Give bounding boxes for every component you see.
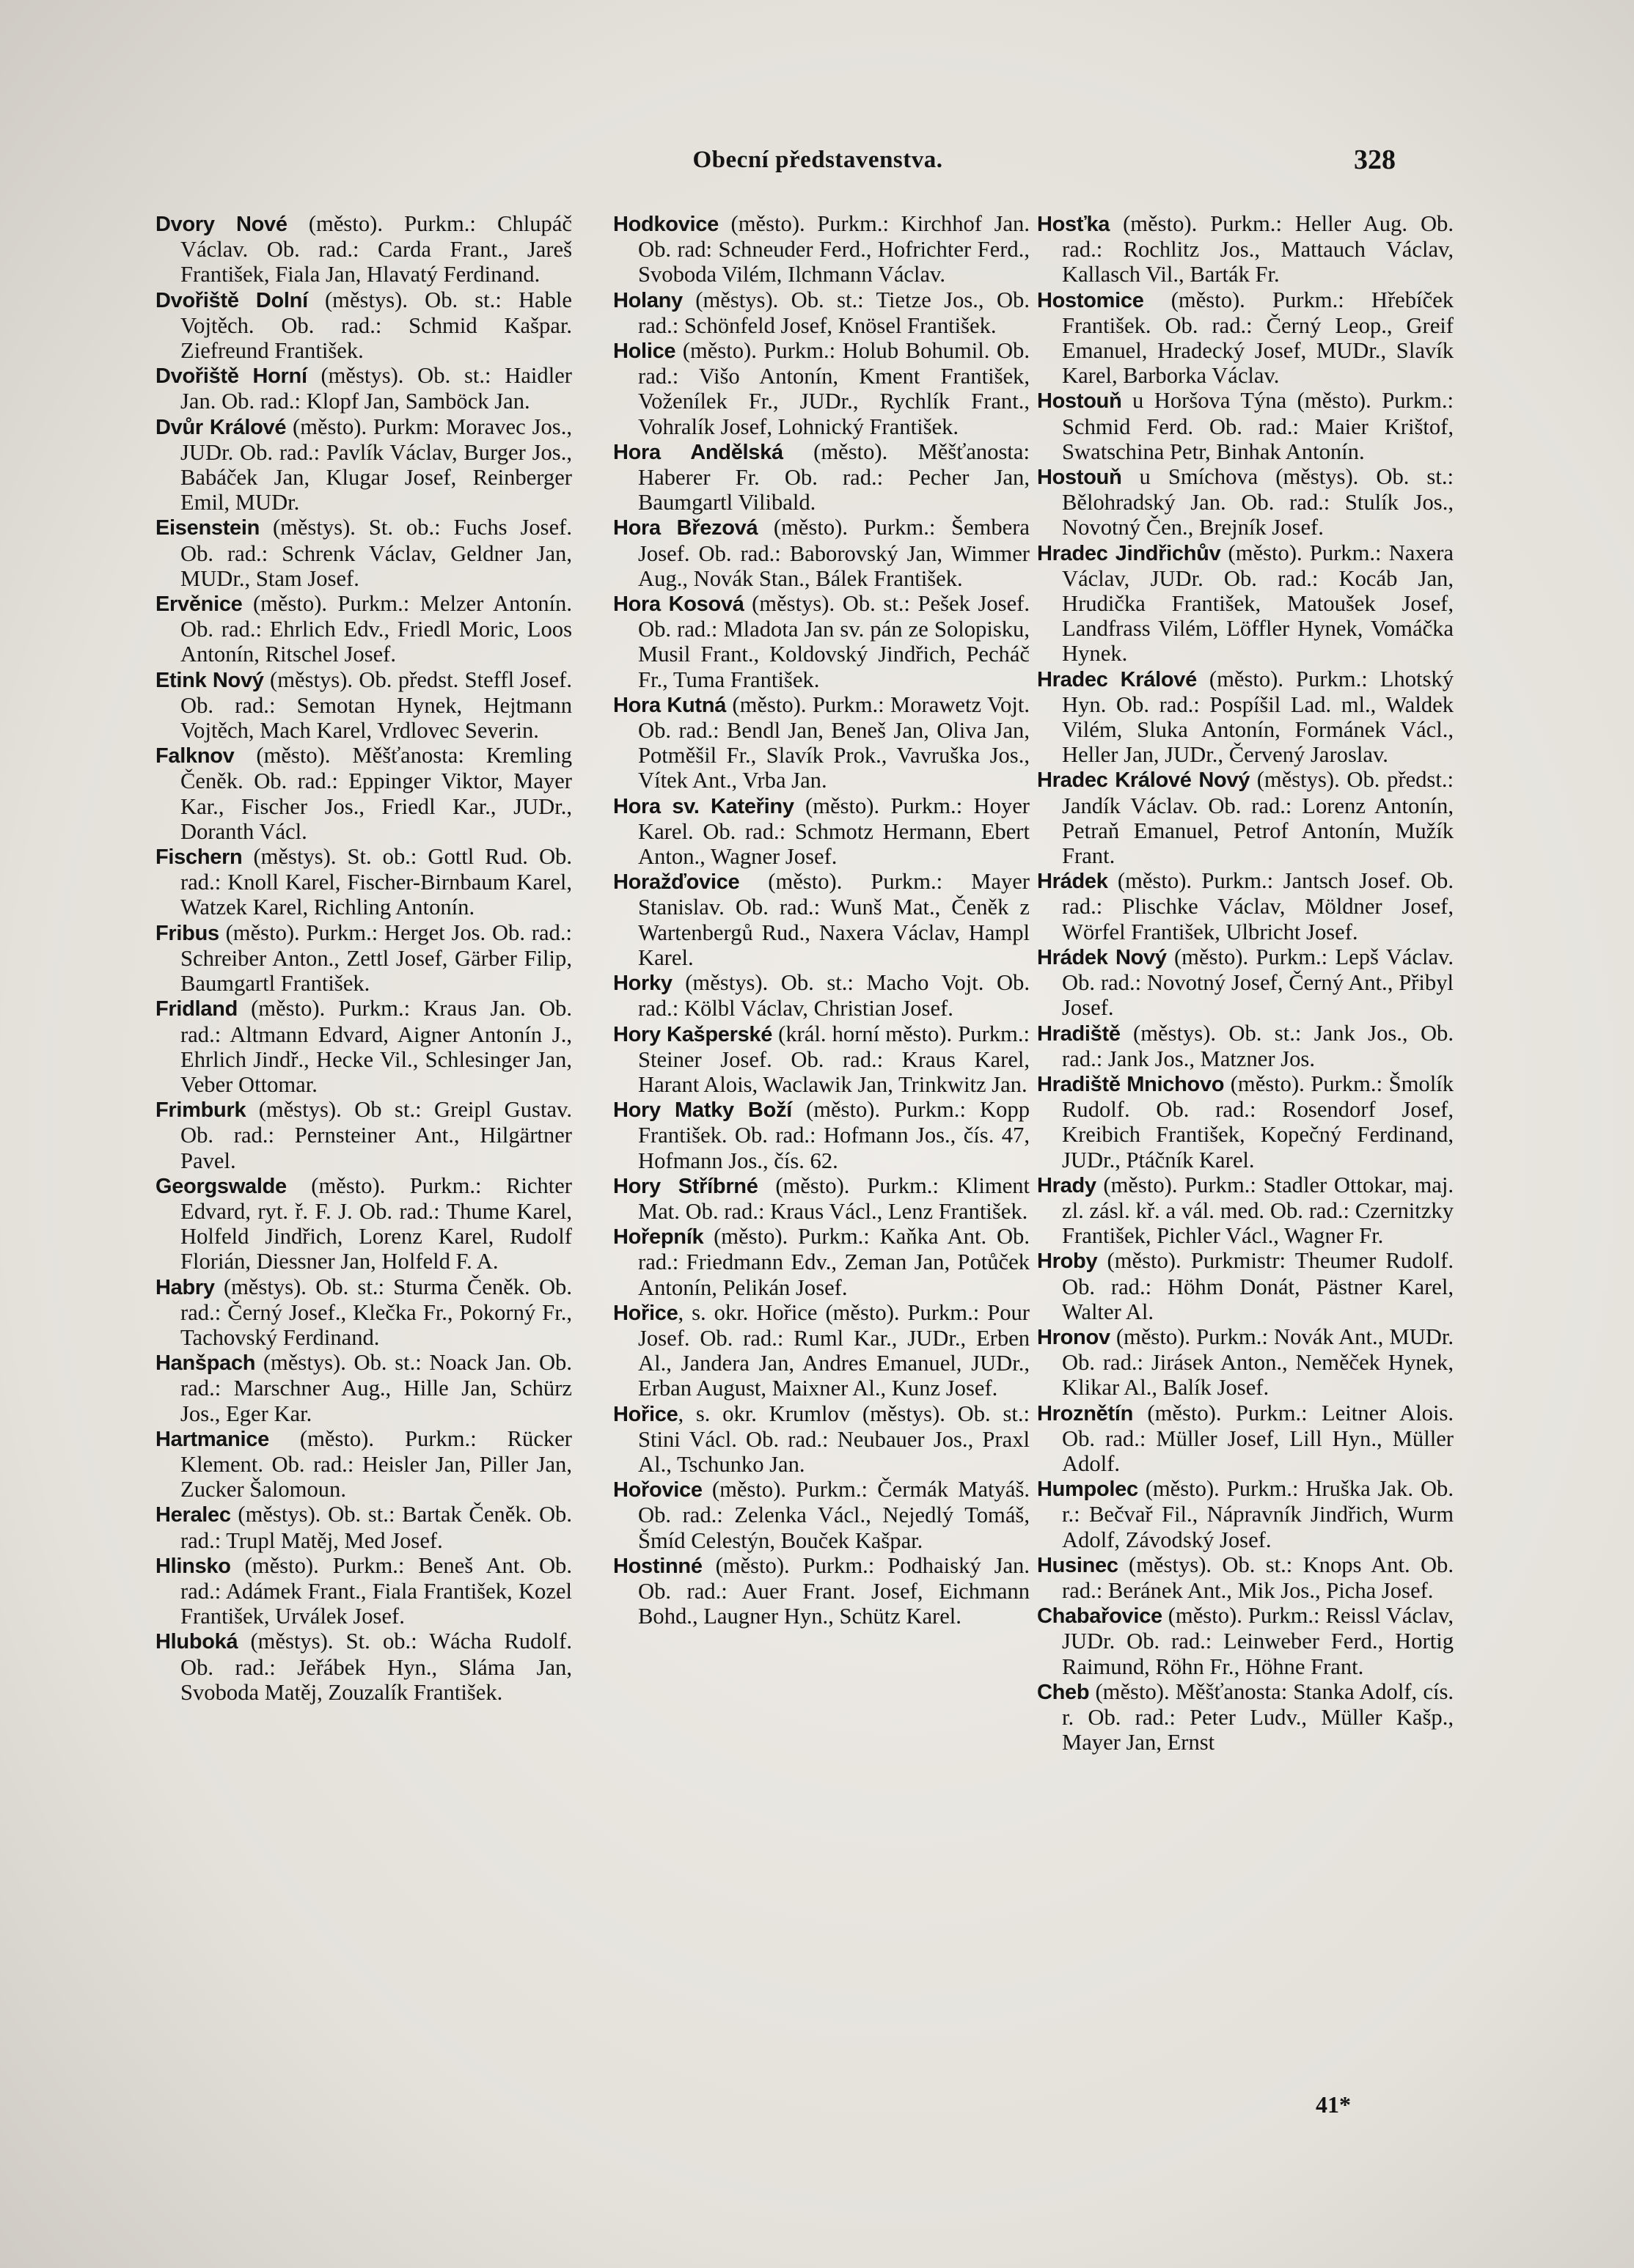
directory-entry	[1037, 211, 1454, 287]
entry-text: (město). Purkm.: Melzer Antonín. Ob. rad.: Ehrlich Edv., Friedl Moric, Loos Antonín, Ritschel Josef.	[180, 591, 572, 667]
directory-entry	[613, 1477, 1030, 1553]
place-name: Hroznětín	[1037, 1401, 1134, 1425]
place-name: Holany	[613, 288, 683, 312]
place-name: Horky	[613, 972, 673, 996]
entry-text: (město). Purkm.: Hruška Jak. Ob. r.: Bečvař Fil., Nápravník Jindřich, Wurm Adolf, Závodský Josef.	[1062, 1476, 1454, 1552]
place-name: Hodkovice	[613, 213, 719, 236]
directory-entry	[1037, 1248, 1454, 1324]
entry-text: (město). Měšťanosta: Kremling Čeněk. Ob. rad.: Eppinger Viktor, Mayer Kar., Fischer Jos., Friedl Kar., JUDr., Doranth Václ.	[180, 743, 572, 844]
place-name: Hora Andělská	[613, 440, 783, 464]
directory-entry	[155, 920, 572, 997]
place-name: Hostouň	[1037, 466, 1122, 490]
entry-text: (městys). Ob. st.: Haidler Jan. Ob. rad.: Klopf Jan, Samböck Jan.	[180, 363, 572, 414]
entry-text: (král. horní město). Purkm.: Steiner Josef. Ob. rad.: Kraus Karel, Harant Alois, Waclawik Jan, Trinkwitz Jan.	[638, 1021, 1030, 1097]
place-name: Fischern	[155, 845, 243, 870]
entry-text: (město). Purkm.: Stadler Ottokar, maj. zl. zásl. kř. a vál. med. Ob. rad.: Czernitzky František, Pichler Václ., Wagner Fr.	[1062, 1172, 1454, 1249]
place-name: Hluboká	[155, 1630, 238, 1654]
place-name: Holice	[613, 340, 676, 364]
entry-text: (město). Purkm.: Šmolík Rudolf. Ob. rad.: Rosendorf Josef, Kreibich František, Kopečný Ferdinand, JUDr., Ptáčník Karel.	[1062, 1071, 1454, 1172]
entry-text: (město). Purkm.: Kaňka Ant. Ob. rad.: Friedmann Edv., Zeman Jan, Potůček Antonín, Pelikán Josef.	[638, 1224, 1030, 1300]
entry-text: (městys). St. ob.: Gottl Rud. Ob. rad.: Knoll Karel, Fischer-Birnbaum Karel, Watzek Karel, Richling Antonín.	[180, 844, 572, 920]
entry-text: (město). Purkm.: Hoyer Karel. Ob. rad.: Schmotz Hermann, Ebert Anton., Wagner Josef.	[638, 793, 1030, 870]
place-name: Dvořiště Horní	[155, 364, 307, 389]
directory-entry	[155, 287, 572, 364]
place-name: Hradec Králové	[1037, 667, 1197, 691]
place-name: Hostouň	[1037, 389, 1122, 414]
place-name: Hrady	[1037, 1173, 1096, 1197]
entry-text: (město). Purkm.: Podhaiský Jan. Ob. rad.: Auer Frant. Josef, Eichmann Bohd., Laugner Hyn., Schütz Karel.	[638, 1552, 1030, 1629]
directory-entry	[155, 844, 572, 920]
place-name: Hora Kutná	[613, 693, 727, 717]
entry-text: (městys). Ob. předst. Steffl Josef. Ob. rad.: Semotan Hynek, Hejtmann Vojtěch, Mach Karel, Vrdlovec Severin.	[180, 667, 572, 744]
place-name: Hořice	[613, 1301, 678, 1325]
directory-entry	[1037, 1401, 1454, 1477]
place-name: Dvůr Králové	[155, 415, 287, 439]
entry-text: (městys). Ob. st.: Hable Vojtěch. Ob. rad.: Schmid Kašpar. Ziefreund František.	[180, 287, 572, 364]
entry-text: (město). Purkm.: Mayer Stanislav. Ob. rad.: Wunš Mat., Čeněk z Wartenbergů Rud., Naxera Václav, Hampl Karel.	[638, 869, 1030, 970]
place-name: Frimburk	[155, 1098, 246, 1123]
directory-entry	[613, 439, 1030, 515]
entry-text: (město). Purkm.: Kirchhof Jan. Ob. rad: Schneuder Ferd., Hofrichter Ferd., Svoboda Vilém, Ilchmann Václav.	[638, 211, 1030, 287]
place-name: Heralec	[155, 1503, 231, 1527]
directory-entry	[1037, 1679, 1454, 1755]
place-name: Hořice	[613, 1402, 678, 1426]
entry-text: (městys). St. ob.: Fuchs Josef. Ob. rad.: Schrenk Václav, Geldner Jan, MUDr., Stam Josef.	[180, 515, 572, 591]
entry-text: (město). Purkm.: Reissl Václav, JUDr. Ob. rad.: Leinweber Ferd., Hortig Raimund, Röhn Fr., Höhne Frant.	[1062, 1603, 1454, 1679]
directory-entry	[613, 1224, 1030, 1300]
directory-entry	[1037, 944, 1454, 1021]
entry-text: (město). Purkm.: Lepš Václav. Ob. rad.: Novotný Josef, Černý Ant., Přibyl Josef.	[1062, 944, 1454, 1021]
directory-entry	[155, 414, 572, 515]
place-name: Hora Kosová	[613, 592, 744, 617]
directory-entry	[155, 211, 572, 287]
directory-entry	[155, 667, 572, 744]
directory-entry	[613, 793, 1030, 870]
column-3	[1037, 211, 1454, 1755]
directory-entry	[1037, 1021, 1454, 1071]
directory-entry	[613, 211, 1030, 287]
place-name: Fridland	[155, 997, 238, 1021]
entry-text: (město). Purkm.: Kliment Mat. Ob. rad.: Kraus Václ., Lenz František.	[638, 1172, 1030, 1224]
place-name: Habry	[155, 1275, 215, 1299]
entry-text: (město). Purkm.: Šembera Josef. Ob. rad.: Baborovský Jan, Wimmer Aug., Novák Stan., Bálek František.	[638, 515, 1030, 591]
directory-entry	[155, 1097, 572, 1173]
place-name: Georgswalde	[155, 1174, 287, 1198]
place-name: Eisenstein	[155, 516, 260, 540]
entry-text: (město). Purkm.: Herget Jos. Ob. rad.: Schreiber Anton., Zettl Josef, Gärber Filip, Baumgartl František.	[180, 920, 572, 997]
directory-entry	[1037, 868, 1454, 944]
place-name: Hradiště	[1037, 1021, 1121, 1046]
entry-text: (město). Purkm.: Hřebíček František. Ob. rad.: Černý Leop., Greif Emanuel, Hradecký Josef, MUDr., Slavík Karel, Barborka Václav.	[1062, 287, 1454, 389]
place-name: Hroby	[1037, 1249, 1098, 1274]
place-name: Hronov	[1037, 1325, 1110, 1349]
place-name: Husinec	[1037, 1553, 1118, 1577]
entry-text: (město). Purkm.: Richter Edvard, ryt. ř. F. J. Ob. rad.: Thume Karel, Holfeld Jindřich, Lorenz Karel, Rudolf Florián, Diessner Jan, Holfeld F. A.	[180, 1172, 572, 1274]
entry-text: (město). Purkm.: Jantsch Josef. Ob. rad.: Plischke Václav, Möldner Josef, Wörfel František, Ulbricht Josef.	[1062, 868, 1454, 944]
directory-entry	[1037, 1071, 1454, 1172]
entry-text: (městys). Ob. st.: Sturma Čeněk. Ob. rad.: Černý Josef., Klečka Fr., Pokorný Fr., Tachovský Ferdinand.	[180, 1274, 572, 1350]
entry-text: (městys). Ob. předst.: Jandík Václav. Ob. rad.: Lorenz Antonín, Petraň Emanuel, Petrof Antonín, Mužík Frant.	[1062, 767, 1454, 869]
directory-entry	[155, 1350, 572, 1426]
page-number: 328	[1354, 144, 1396, 175]
directory-entry	[155, 591, 572, 667]
place-name: Hora Březová	[613, 516, 758, 540]
directory-entry	[613, 1553, 1030, 1629]
place-name: Chabařovice	[1037, 1604, 1162, 1629]
directory-entry	[155, 1426, 572, 1502]
directory-entry	[155, 515, 572, 591]
entry-text: (město). Purkm: Moravec Jos., JUDr. Ob. rad.: Pavlík Václav, Burger Jos., Babáček Jan, Klugar Josef, Reinberger Emil, MUDr.	[180, 414, 572, 515]
directory-entry	[155, 743, 572, 844]
directory-entry	[1037, 1603, 1454, 1679]
place-name: Dvory Nové	[155, 213, 287, 236]
place-name: Dvořiště Dolní	[155, 288, 308, 312]
signature-mark: 41*	[1316, 2091, 1351, 2118]
place-name: Hory Kašperské	[613, 1022, 773, 1046]
directory-entry	[613, 869, 1030, 970]
directory-entry	[155, 1502, 572, 1552]
directory-entry	[613, 1401, 1030, 1478]
directory-entry	[1037, 767, 1454, 868]
directory-entry	[155, 363, 572, 414]
entry-text: (město). Purkm.: Beneš Ant. Ob. rad.: Adámek Frant., Fiala František, Kozel František, Urválek Josef.	[180, 1552, 572, 1629]
place-name: Falknov	[155, 744, 235, 768]
directory-entry	[613, 970, 1030, 1021]
directory-entry	[613, 1173, 1030, 1224]
entry-text: (město). Měšťanosta: Haberer Fr. Ob. rad.: Pecher Jan, Baumgartl Vilibald.	[638, 438, 1030, 515]
entry-text: (město). Purkm.: Novák Ant., MUDr. Ob. rad.: Jirásek Anton., Neměček Hynek, Klikar Al., Balík Josef.	[1062, 1324, 1454, 1401]
place-name: Ervěnice	[155, 592, 243, 617]
place-name: Hanšpach	[155, 1351, 256, 1376]
directory-entry	[1037, 464, 1454, 540]
entry-text: , s. okr. Krumlov (městys). Ob. st.: Stini Václ. Ob. rad.: Neubauer Jos., Praxl Al., Tschunko Jan.	[638, 1401, 1030, 1477]
place-name: Hradec Králové Nový	[1037, 768, 1250, 793]
column-1	[155, 211, 572, 1705]
entry-text: (město). Purkm.: Naxera Václav, JUDr. Ob. rad.: Kocáb Jan, Hrudička František, Matoušek Josef, Landfrass Vilém, Löffler Hynek, Vomáčka Hynek.	[1062, 540, 1454, 667]
place-name: Cheb	[1037, 1680, 1090, 1704]
place-name: Hory Stříbrné	[613, 1174, 758, 1198]
entry-text: (městys). Ob. st.: Tietze Jos., Ob. rad.: Schönfeld Josef, Knösel František.	[638, 287, 1030, 338]
entry-text: (město). Purkm.: Heller Aug. Ob. rad.: Rochlitz Jos., Mattauch Václav, Kallasch Vil., Barták Fr.	[1062, 211, 1454, 287]
directory-entry	[1037, 667, 1454, 768]
directory-entry	[155, 1629, 572, 1705]
entry-text: (městys). Ob. st.: Knops Ant. Ob. rad.: Beránek Ant., Mik Jos., Picha Josef.	[1062, 1552, 1454, 1603]
entry-text: (městys). Ob. st.: Pešek Josef. Ob. rad.: Mladota Jan sv. pán ze Solopisku, Musil Frant., Koldovský Jindřich, Pecháč Fr., Tuma František.	[638, 591, 1030, 692]
place-name: Hora sv. Kateřiny	[613, 794, 794, 818]
page-header	[0, 144, 1634, 183]
directory-entry	[1037, 388, 1454, 464]
directory-entry	[613, 1097, 1030, 1173]
place-name: Hlinsko	[155, 1554, 231, 1578]
place-name: Hostomice	[1037, 288, 1144, 312]
entry-text: (městys). Ob. st.: Macho Vojt. Ob. rad.: Kölbl Václav, Christian Josef.	[638, 970, 1030, 1021]
directory-entry	[1037, 287, 1454, 389]
entry-text: (město). Purkm.: Rücker Klement. Ob. rad.: Heisler Jan, Piller Jan, Zucker Šalomoun.	[180, 1425, 572, 1502]
entry-text: (město). Purkm.: Lhotský Hyn. Ob. rad.: Pospíšil Lad. ml., Waldek Vilém, Sluka Antonín, Formánek Václ., Heller Jan, JUDr., Červený Jaroslav.	[1062, 666, 1454, 768]
entry-text: (městys). Ob st.: Greipl Gustav. Ob. rad.: Pernsteiner Ant., Hilgärtner Pavel.	[180, 1097, 572, 1173]
entry-text: (město). Purkm.: Chlupáč Václav. Ob. rad.: Carda Frant., Jareš František, Fiala Jan, Hlavatý Ferdinand.	[180, 211, 573, 287]
place-name: Hartmanice	[155, 1427, 269, 1451]
entry-text: (městys). Ob. st.: Jank Jos., Ob. rad.: Jank Jos., Matzner Jos.	[1062, 1020, 1454, 1071]
directory-entry	[1037, 1476, 1454, 1552]
place-name: Humpolec	[1037, 1478, 1138, 1502]
directory-entry	[613, 515, 1030, 591]
directory-entry	[155, 1274, 572, 1351]
place-name: Horažďovice	[613, 870, 740, 895]
directory-entry	[155, 1553, 572, 1629]
directory-entry	[1037, 1172, 1454, 1249]
directory-entry	[155, 996, 572, 1097]
directory-entry	[1037, 1552, 1454, 1603]
place-name: Hosťka	[1037, 213, 1110, 236]
place-name: Hostinné	[613, 1554, 703, 1578]
directory-entry	[1037, 540, 1454, 667]
place-name: Hradiště Mnichovo	[1037, 1072, 1225, 1096]
directory-entry	[613, 287, 1030, 338]
entry-text: (město). Purkm.: Leitner Alois. Ob. rad.: Müller Josef, Lill Hyn., Müller Adolf.	[1062, 1400, 1454, 1476]
page-title: Obecní představenstva.	[692, 147, 943, 173]
place-name: Hradec Jindřichův	[1037, 541, 1221, 565]
entry-text: (město). Purkm.: Čermák Matyáš. Ob. rad.: Zelenka Václ., Nejedlý Tomáš, Šmíd Celestýn, Bouček Kašpar.	[638, 1477, 1030, 1553]
entry-text: (město). Měšťanosta: Stanka Adolf, cís. r. Ob. rad.: Peter Ludv., Müller Kašp., Mayer Jan, Ernst	[1062, 1678, 1454, 1755]
entry-text: (městys). St. ob.: Wácha Rudolf. Ob. rad.: Jeřábek Hyn., Sláma Jan, Svoboda Matěj, Zouzalík František.	[180, 1629, 572, 1705]
directory-entry	[1037, 1324, 1454, 1401]
entry-text: (město). Purkm.: Holub Bohumil. Ob. rad.: Višo Antonín, Kment František, Voženílek Fr., JUDr., Rychlík Frant., Vohralík Josef, Lohnický František.	[638, 338, 1030, 439]
place-name: Hořepník	[613, 1225, 704, 1249]
directory-entry	[613, 591, 1030, 692]
directory-entry	[613, 692, 1030, 793]
entry-text: u Horšova Týna (město). Purkm.: Schmid Ferd. Ob. rad.: Maier Krištof, Swatschina Petr, Binhak Antonín.	[1062, 388, 1454, 464]
entry-text: (město). Purkm.: Kopp František. Ob. rad.: Hofmann Jos., čís. 47, Hofmann Jos., čís. 62.	[638, 1097, 1030, 1173]
entry-text: (městys). Ob. st.: Bartak Čeněk. Ob. rad.: Trupl Matěj, Med Josef.	[180, 1502, 572, 1553]
directory-entry	[613, 338, 1030, 439]
entry-text: (město). Purkm.: Kraus Jan. Ob. rad.: Altmann Edvard, Aigner Antonín J., Ehrlich Jindř., Hecke Vil., Schlesinger Jan, Veber Ottomar.	[180, 996, 572, 1097]
place-name: Etink Nový	[155, 668, 264, 692]
column-2	[613, 211, 1030, 1629]
directory-entry	[613, 1021, 1030, 1098]
entry-text: (městys). Ob. st.: Noack Jan. Ob. rad.: Marschner Aug., Hille Jan, Schürz Jos., Eger Kar.	[180, 1350, 572, 1426]
place-name: Hory Matky Boží	[613, 1098, 792, 1123]
place-name: Fribus	[155, 921, 219, 945]
place-name: Hrádek Nový	[1037, 945, 1167, 969]
place-name: Hrádek	[1037, 870, 1108, 894]
entry-text: (město). Purkm.: Morawetz Vojt. Ob. rad.: Bendl Jan, Beneš Jan, Oliva Jan, Potměšil Fr., Slavík Prok., Vavruška Jos., Vítek Ant., Vrba Jan.	[638, 691, 1030, 793]
entry-text: u Smíchova (městys). Ob. st.: Bělohradský Jan. Ob. rad.: Stulík Jos., Novotný Čen., Brejník Josef.	[1062, 464, 1454, 540]
directory-entry	[613, 1300, 1030, 1401]
entry-text: , s. okr. Hořice (město). Purkm.: Pour Josef. Ob. rad.: Ruml Kar., JUDr., Erben Al., Jandera Jan, Andres Emanuel, JUDr., Erban August, Maixner Al., Kunz Josef.	[638, 1299, 1030, 1401]
place-name: Hořovice	[613, 1478, 703, 1502]
directory-entry	[155, 1173, 572, 1274]
entry-text: (město). Purkmistr: Theumer Rudolf. Ob. rad.: Höhm Donát, Pästner Karel, Walter Al.	[1062, 1248, 1454, 1324]
